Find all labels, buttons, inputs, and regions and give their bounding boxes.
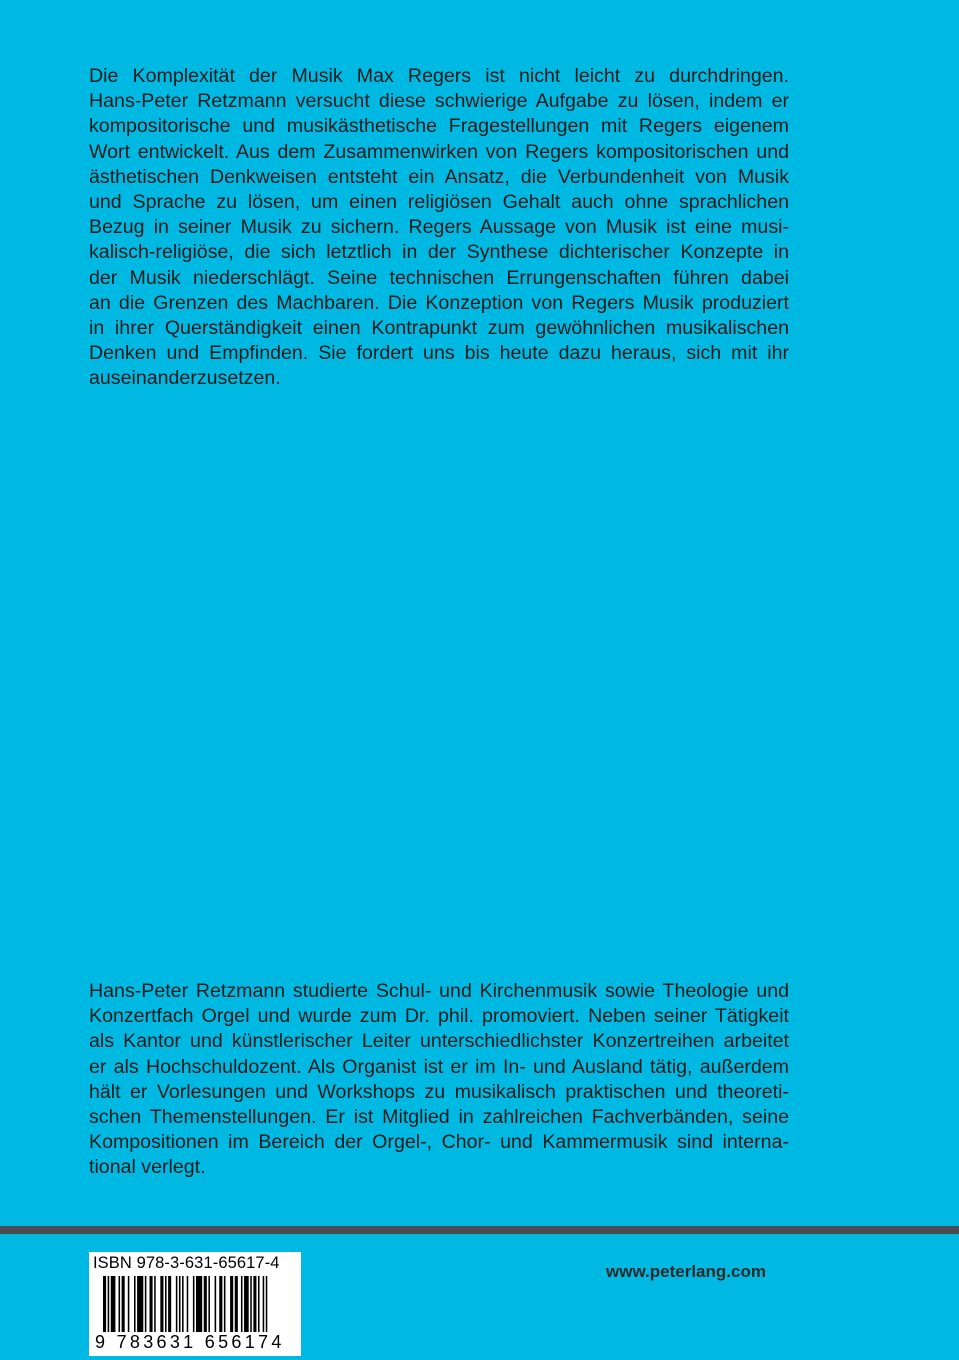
- blurb-line: Denken und Empfinden. Sie fordert uns bis heute dazu heraus, sich mit ihr: [89, 342, 789, 365]
- barcode-bar: [219, 1276, 222, 1332]
- barcode-bar: [235, 1276, 238, 1332]
- barcode-bar: [154, 1276, 156, 1332]
- bio-line: als Kantor und künstlerischer Leiter unterschiedlichster Konzertreihen arbeitet: [89, 1030, 789, 1053]
- barcode-bar: [250, 1276, 252, 1332]
- barcode-digits: 9 783631 656174: [95, 1332, 295, 1352]
- barcode-bar: [160, 1276, 163, 1332]
- isbn-barcode: [89, 1252, 301, 1356]
- barcode-bar: [253, 1276, 256, 1332]
- blurb-line: in ihrer Querständigkeit einen Kontrapunkt zum gewöhnlichen musikalischen: [89, 317, 789, 340]
- bio-line: Kompositionen im Bereich der Orgel-, Chor- und Kammermusik sind interna-: [89, 1131, 789, 1154]
- bio-line: hält er Vorlesungen und Workshops zu musikalisch praktischen und theoreti-: [89, 1080, 789, 1103]
- bio-line: tional verlegt.: [89, 1156, 206, 1179]
- bio-line: er als Hochschuldozent. Als Organist ist er im In- und Ausland tätig, außerdem: [89, 1055, 789, 1078]
- barcode-bar: [263, 1276, 265, 1332]
- blurb-line: der Musik niederschlägt. Seine technischen Errungenschaften führen dabei: [89, 266, 789, 289]
- bio-line: Konzertfach Orgel und wurde zum Dr. phil. promoviert. Neben seiner Tätigkeit: [89, 1005, 789, 1028]
- barcode-bar: [215, 1276, 217, 1332]
- barcode-bar: [204, 1276, 207, 1332]
- isbn-label: ISBN 978-3-631-65617-4: [93, 1254, 280, 1272]
- barcode-bar: [196, 1276, 202, 1332]
- barcode-bar: [179, 1276, 181, 1332]
- barcode-bar: [244, 1276, 249, 1332]
- barcode-bar: [150, 1276, 153, 1332]
- bio-line: schen Themenstellungen. Er ist Mitglied in zahlreichen Fachverbänden, seine: [89, 1106, 789, 1129]
- barcode-bar: [134, 1276, 136, 1332]
- barcode-bar: [119, 1276, 121, 1332]
- barcode-bar: [122, 1276, 125, 1332]
- barcode-bar: [128, 1276, 130, 1332]
- blurb-line: ästhetischen Denkweisen entsteht ein Ansatz, die Verbundenheit von Musik: [89, 165, 789, 188]
- barcode-bar: [165, 1276, 167, 1332]
- barcode-bar: [230, 1276, 233, 1332]
- barcode-bar: [145, 1276, 147, 1332]
- blurb-line: Wort entwickelt. Aus dem Zusammenwirken von Regers kompositorischen und: [89, 140, 789, 163]
- barcode-bar: [111, 1276, 116, 1332]
- barcode-bar: [258, 1276, 260, 1332]
- barcode-bar: [168, 1276, 171, 1332]
- barcode-bar: [224, 1276, 226, 1332]
- barcode-bar: [137, 1276, 143, 1332]
- blurb-line: und Sprache zu lösen, um einen religiösen Gehalt auch ohne sprachlichen: [89, 191, 789, 214]
- footer-divider: [0, 1226, 959, 1234]
- blurb-line: Die Komplexität der Musik Max Regers ist nicht leicht zu durchdringen.: [89, 65, 789, 87]
- bio-line: Hans-Peter Retzmann studierte Schul- und Kirchenmusik sowie Theologie und: [89, 980, 789, 1002]
- barcode-bar: [208, 1276, 210, 1332]
- publisher-url[interactable]: www.peterlang.com: [606, 1262, 766, 1281]
- blurb-line: Bezug in seiner Musik zu sichern. Regers Aussage von Musik ist eine musi-: [89, 216, 789, 239]
- blurb-line: an die Grenzen des Machbaren. Die Konzeption von Regers Musik produziert: [89, 291, 789, 314]
- book-blurb: [89, 64, 789, 392]
- barcode-bar: [193, 1276, 195, 1332]
- blurb-line: auseinanderzusetzen.: [89, 367, 281, 390]
- blurb-line: kalisch-religiöse, die sich letztlich in der Synthese dichterischer Konzepte in: [89, 241, 789, 264]
- barcode-bar: [176, 1276, 178, 1332]
- blurb-line: Hans-Peter Retzmann versucht diese schwierige Aufgabe zu lösen, indem er: [89, 90, 789, 113]
- barcode-bar: [241, 1276, 243, 1332]
- author-bio: [89, 979, 789, 1181]
- blurb-line: kompositorische und musikästhetische Fragestellungen mit Regers eigenem: [89, 115, 789, 138]
